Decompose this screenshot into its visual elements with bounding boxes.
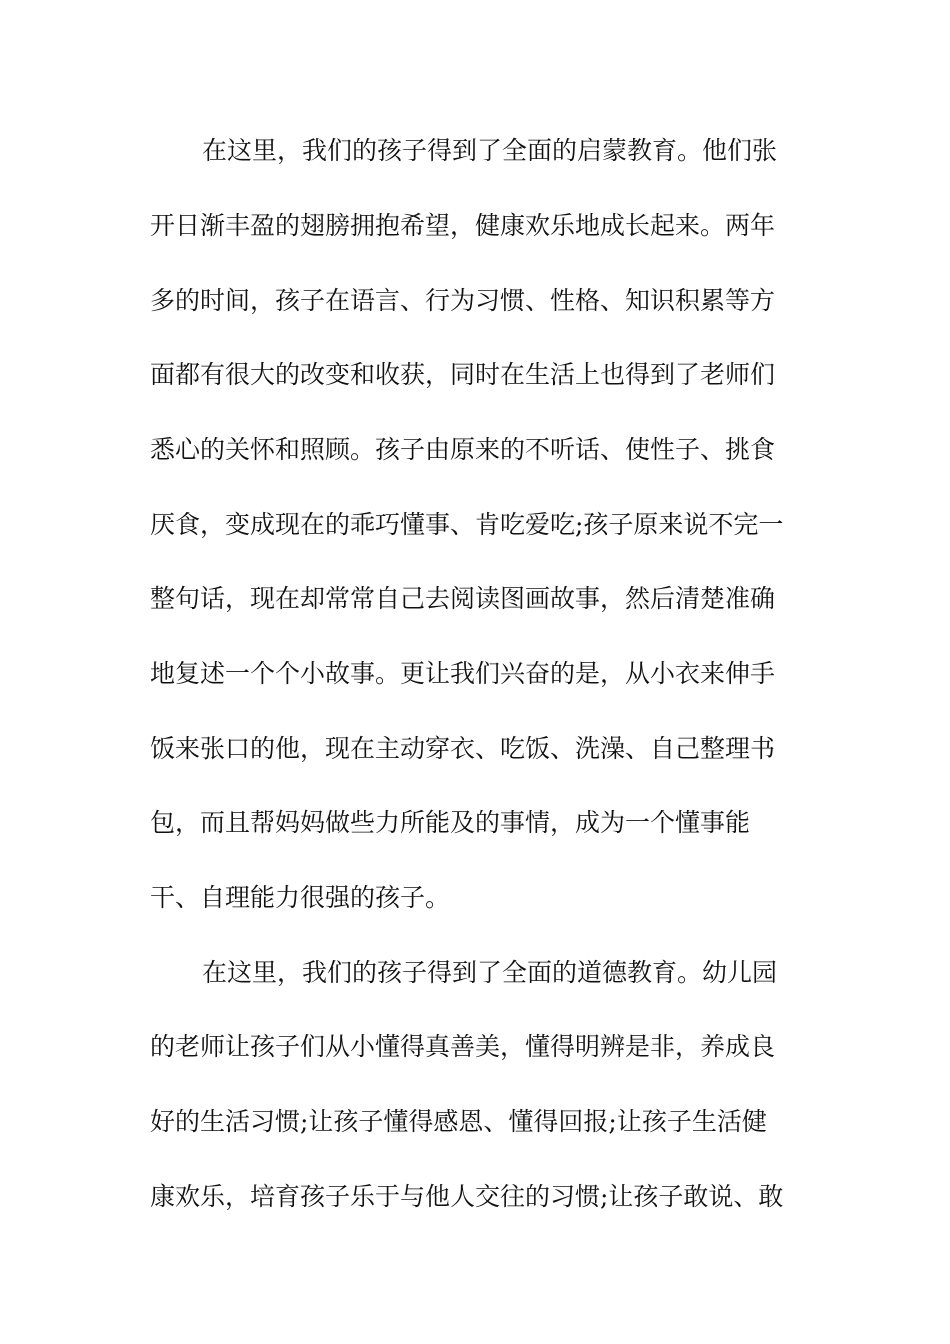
paragraph-1-line-9: 饭来张口的他，现在主动穿衣、吃饭、洗澡、自己整理书 bbox=[150, 734, 776, 763]
paragraph-2-line-2: 的老师让孩子们从小懂得真善美，懂得明辨是非，养成良 bbox=[150, 1032, 776, 1061]
paragraph-1-line-4: 面都有很大的改变和收获，同时在生活上也得到了老师们 bbox=[150, 360, 776, 389]
paragraph-2-line-4: 康欢乐，培育孩子乐于与他人交往的习惯;让孩子敢说、敢 bbox=[150, 1182, 784, 1211]
paragraph-1-line-6: 厌食，变成现在的乖巧懂事、肯吃爱吃;孩子原来说不完一 bbox=[150, 510, 784, 539]
paragraph-1-line-11: 干、自理能力很强的孩子。 bbox=[150, 883, 451, 912]
paragraph-1-line-5: 悉心的关怀和照顾。孩子由原来的不听话、使性子、挑食 bbox=[150, 435, 776, 464]
paragraph-1-line-8: 地复述一个个小故事。更让我们兴奋的是，从小衣来伸手 bbox=[150, 659, 776, 688]
paragraph-1-line-3: 多的时间，孩子在语言、行为习惯、性格、知识积累等方 bbox=[150, 286, 776, 315]
paragraph-1-line-1: 在这里，我们的孩子得到了全面的启蒙教育。他们张 bbox=[202, 136, 778, 165]
paragraph-1-line-7: 整句话，现在却常常自己去阅读图画故事，然后清楚准确 bbox=[150, 584, 776, 613]
paragraph-2-line-3: 好的生活习惯;让孩子懂得感恩、懂得回报;让孩子生活健 bbox=[150, 1107, 767, 1136]
paragraph-2-line-1: 在这里，我们的孩子得到了全面的道德教育。幼儿园 bbox=[202, 958, 778, 987]
paragraph-1-line-10: 包，而且帮妈妈做些力所能及的事情，成为一个懂事能 bbox=[150, 808, 751, 837]
paragraph-1-line-2: 开日渐丰盈的翅膀拥抱希望，健康欢乐地成长起来。两年 bbox=[150, 211, 776, 240]
